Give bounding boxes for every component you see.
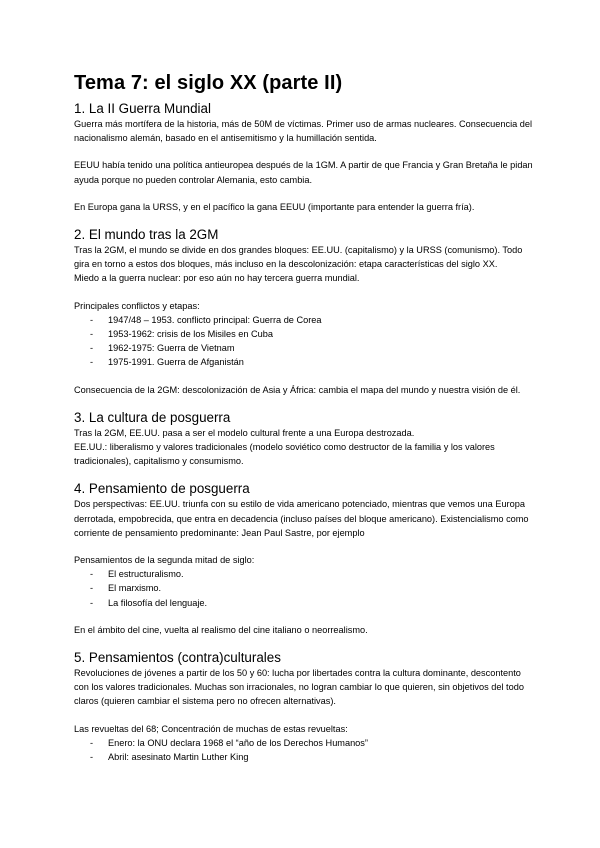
section-ii-guerra-mundial <box>74 101 534 214</box>
bullet-dash: - <box>90 737 94 748</box>
bullet-dash: - <box>90 597 94 608</box>
list-item <box>74 750 534 764</box>
paragraph: Guerra más mortífera de la historia, más de 50M de víctimas. Primer uso de armas nucleares. Consecuencia del nacionalismo alemán, basado en el antisemitismo y la humillación sentida. <box>74 119 533 144</box>
paragraph: EEUU había tenido una política antieuropea después de la 1GM. A partir de que Francia y Gran Bretaña le pidan ayuda porque no pueden controlar Alemania, esto cambia. <box>74 160 533 185</box>
bullet-dash: - <box>90 752 94 763</box>
section-heading: 1. La II Guerra Mundial <box>74 101 211 116</box>
paragraph: Principales conflictos y etapas: <box>74 300 200 311</box>
section-mundo-tras-2gm <box>74 227 534 397</box>
list-item-text: La filosofía del lenguaje. <box>108 597 208 608</box>
list-item-text: 1947/48 – 1953. conflicto principal: Guerra de Corea <box>108 314 322 325</box>
bullet-dash: - <box>90 343 94 354</box>
list-item <box>74 567 534 581</box>
paragraph: Las revueltas del 68; Concentración de muchas de estas revueltas: <box>74 723 348 734</box>
paragraph: Revoluciones de jóvenes a partir de los 50 y 60: lucha por libertades contra la cultura dominante, descontento con los valores tradicionales. Muchas son irracionales, no logran cambiar lo que quieren, sin objetivos del todo claros (quieren cambiar el sistema pero no ofrecen alternativas). <box>74 668 524 707</box>
paragraph: En Europa gana la URSS, y en el pacífico la gana EEUU (importante para entender la guerra fría). <box>74 201 475 212</box>
revueltas-list <box>74 736 534 764</box>
paragraph: Tras la 2GM, EE.UU. pasa a ser el modelo cultural frente a una Europa destrozada. EE.UU.: liberalismo y valores tradicionales (modelo soviético como destructor de la familia y los valores tradicionales), capitalismo y consumismo. <box>74 427 495 467</box>
document-page <box>74 70 534 764</box>
thought-list <box>74 567 534 610</box>
list-item <box>74 327 534 341</box>
section-heading: 2. El mundo tras la 2GM <box>74 227 219 243</box>
section-pensamientos-contraculturales <box>74 650 534 764</box>
bullet-dash: - <box>90 583 94 594</box>
list-item <box>74 341 534 355</box>
list-item-text: Abril: asesinato Martin Luther King <box>108 752 249 763</box>
bullet-dash: - <box>90 569 94 580</box>
paragraph: Pensamientos de la segunda mitad de siglo: <box>74 555 255 566</box>
paragraph: Consecuencia de la 2GM: descolonización de Asia y África: cambia el mapa del mundo y nuestra visión de él. <box>74 384 521 395</box>
section-cultura-posguerra <box>74 410 534 469</box>
list-item <box>74 736 534 750</box>
list-item-text: El marxismo. <box>108 583 162 594</box>
section-heading: 3. La cultura de posguerra <box>74 409 231 425</box>
list-item-text: 1953-1962: crisis de los Misiles en Cuba <box>108 329 273 340</box>
paragraph: Tras la 2GM, el mundo se divide en dos grandes bloques: EE.UU. (capitalismo) y la URSS (comunismo). Todo gira en torno a estos dos bloques, más incluso en la descolonización: etapa características del siglo XX. Miedo a la guerra nuclear: por eso aún no hay tercera guerra mundial. <box>74 245 523 284</box>
bullet-dash: - <box>90 357 94 368</box>
list-item <box>74 313 534 327</box>
bullet-dash: - <box>90 314 94 325</box>
list-item-text: 1975-1991. Guerra de Afganistán <box>108 357 244 368</box>
list-item <box>74 355 534 369</box>
paragraph: En el ámbito del cine, vuelta al realismo del cine italiano o neorrealismo. <box>74 624 368 635</box>
list-item-text: Enero: la ONU declara 1968 el “año de los Derechos Humanos” <box>108 737 368 748</box>
paragraph: Dos perspectivas: EE.UU. triunfa con su estilo de vida americano potenciado, mientras que vemos una Europa derrotada, empobrecida, que entra en decadencia (incluso países del bloque americano). Existencialismo como corriente de pensamiento predominante: Jean Paul Sastre, por ejemplo <box>74 499 529 538</box>
bullet-dash: - <box>90 329 94 340</box>
page-title: Tema 7: el siglo XX (parte II) <box>74 72 343 94</box>
conflicts-list <box>74 313 534 370</box>
section-heading: 5. Pensamientos (contra)culturales <box>74 650 281 666</box>
list-item <box>74 581 534 595</box>
list-item-text: 1962-1975: Guerra de Vietnam <box>108 343 235 354</box>
section-heading: 4. Pensamiento de posguerra <box>74 481 250 497</box>
section-pensamiento-posguerra <box>74 481 534 637</box>
list-item-text: El estructuralismo. <box>108 569 184 580</box>
list-item <box>74 596 534 610</box>
